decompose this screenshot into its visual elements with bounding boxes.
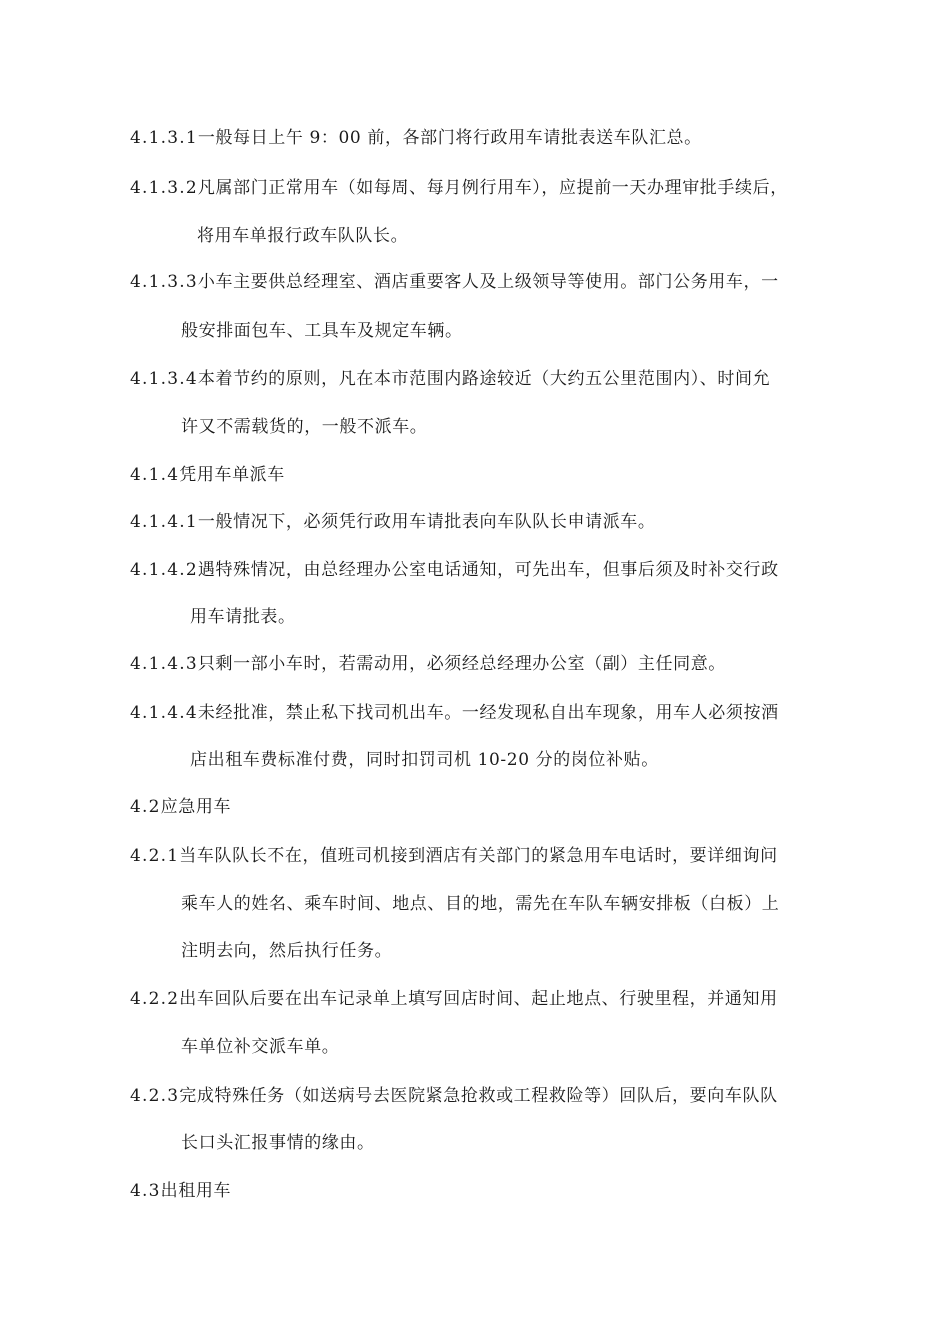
- paragraph-4-2-2-line-1: [130, 989, 778, 1009]
- paragraph-number: 4.2.1: [130, 846, 180, 866]
- paragraph-4-2-3-line-1: [130, 1086, 778, 1106]
- paragraph-4-1-3-4-line-2: [181, 417, 427, 437]
- paragraph-text: 一般情况下，必须凭行政用车请批表向车队队长申请派车。: [197, 512, 656, 532]
- paragraph-4-1-3-2-line-2: [197, 226, 408, 246]
- paragraph-4-1-4-1-line-1: [130, 512, 656, 532]
- paragraph-4-1-4-2-line-2: [190, 607, 296, 627]
- paragraph-text: 许又不需载货的，一般不派车。: [181, 417, 428, 437]
- paragraph-text: 完成特殊任务（如送病号去医院紧急抢救或工程救险等）回队后，要向车队队: [179, 1086, 778, 1106]
- paragraph-4-2-1-line-1: [130, 846, 778, 866]
- paragraph-text: 应急用车: [160, 797, 232, 817]
- paragraph-number: 4.2.2: [130, 989, 180, 1009]
- paragraph-text: 车单位补交派车单。: [181, 1037, 340, 1057]
- paragraph-4-1-3-3-line-1: [130, 272, 779, 292]
- paragraph-text: 未经批准，禁止私下找司机出车。一经发现私自出车现象，用车人必须按酒: [197, 703, 779, 723]
- paragraph-4-1-4-4-line-2: [190, 750, 659, 770]
- paragraph-number: 4.2.3: [130, 1086, 180, 1106]
- paragraph-text: 注明去向，然后执行任务。: [181, 941, 393, 961]
- paragraph-4-2-3-line-2: [181, 1133, 375, 1153]
- section-4-2-heading: [130, 797, 231, 817]
- paragraph-number: 4.1.3.4: [130, 369, 198, 389]
- paragraph-text: 乘车人的姓名、乘车时间、地点、目的地，需先在车队车辆安排板（白板）上: [181, 894, 780, 914]
- paragraph-text: 一般每日上午 9：00 前，各部门将行政用车请批表送车队汇总。: [197, 128, 702, 148]
- paragraph-number: 4.1.3.3: [130, 272, 198, 292]
- paragraph-4-1-3-4-line-1: [130, 369, 770, 389]
- paragraph-text: 本着节约的原则，凡在本市范围内路途较近（大约五公里范围内）、时间允: [197, 369, 771, 389]
- paragraph-text: 用车请批表。: [190, 607, 296, 627]
- paragraph-4-1-4-3-line-1: [130, 654, 726, 674]
- paragraph-text: 般安排面包车、工具车及规定车辆。: [181, 321, 463, 341]
- paragraph-4-1-3-2-line-1: [130, 178, 788, 198]
- paragraph-number: 4.1.4.4: [130, 703, 198, 723]
- paragraph-number: 4.2: [130, 797, 161, 817]
- paragraph-text: 凡属部门正常用车（如每周、每月例行用车），应提前一天办理审批手续后，: [197, 178, 788, 198]
- paragraph-text: 长口头汇报事情的缘由。: [181, 1133, 375, 1153]
- paragraph-text: 将用车单报行政车队队长。: [197, 226, 409, 246]
- paragraph-4-1-4-2-line-1: [130, 560, 779, 580]
- paragraph-number: 4.3: [130, 1181, 161, 1201]
- paragraph-4-1-3-1-line-1: [130, 128, 702, 148]
- section-4-3-heading: [130, 1181, 231, 1201]
- paragraph-4-1-3-3-line-2: [181, 321, 463, 341]
- paragraph-text: 当车队队长不在，值班司机接到酒店有关部门的紧急用车电话时，要详细询问: [179, 846, 778, 866]
- paragraph-number: 4.1.4: [130, 465, 180, 485]
- paragraph-text: 小车主要供总经理室、酒店重要客人及上级领导等使用。部门公务用车，一: [197, 272, 779, 292]
- paragraph-number: 4.1.3.1: [130, 128, 198, 148]
- paragraph-text: 只剩一部小车时，若需动用，必须经总经理办公室（副）主任同意。: [197, 654, 726, 674]
- paragraph-text: 出租用车: [160, 1181, 232, 1201]
- paragraph-text: 凭用车单派车: [179, 465, 285, 485]
- paragraph-text: 店出租车费标准付费，同时扣罚司机 10-20 分的岗位补贴。: [190, 750, 659, 770]
- paragraph-4-2-1-line-3: [181, 941, 392, 961]
- section-4-1-4-heading: [130, 465, 285, 485]
- paragraph-number: 4.1.3.2: [130, 178, 198, 198]
- paragraph-4-2-1-line-2: [181, 894, 779, 914]
- paragraph-number: 4.1.4.1: [130, 512, 198, 532]
- paragraph-text: 出车回队后要在出车记录单上填写回店时间、起止地点、行驶里程，并通知用: [179, 989, 778, 1009]
- paragraph-number: 4.1.4.3: [130, 654, 198, 674]
- paragraph-text: 遇特殊情况，由总经理办公室电话通知，可先出车，但事后须及时补交行政: [197, 560, 779, 580]
- paragraph-number: 4.1.4.2: [130, 560, 198, 580]
- paragraph-4-1-4-4-line-1: [130, 703, 779, 723]
- paragraph-4-2-2-line-2: [181, 1037, 339, 1057]
